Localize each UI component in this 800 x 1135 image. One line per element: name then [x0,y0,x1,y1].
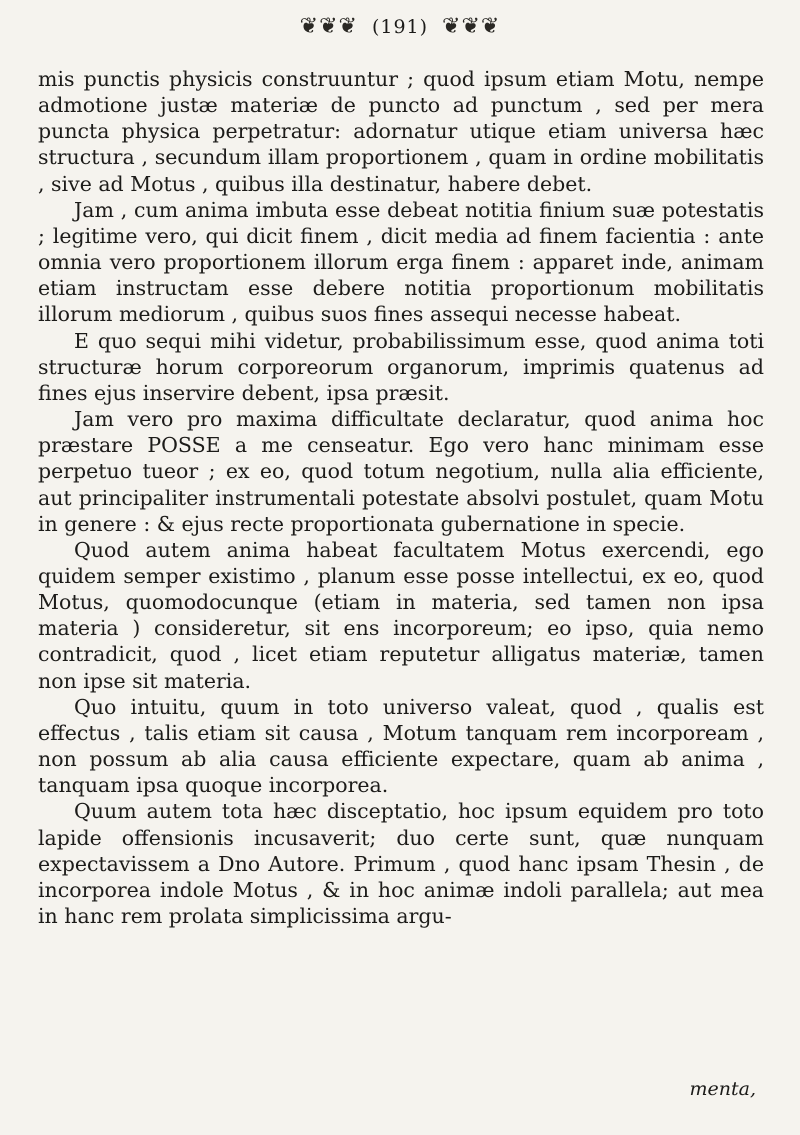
paragraph: Jam vero pro maxima difficultate declaratur, quod anima hoc præstare POSSE a me censeatur. Ego vero hanc minimam esse perpetuo tueor ; ex eo, quod totum negotium, nulla alia efficiente, aut principaliter instrumentali potestate absolvi postulet, quam Motu in genere : & ejus recte proportionata gubernatione in specie. [38,407,764,536]
page-header [0,10,800,44]
body-text [38,66,764,929]
paragraph: Quod autem anima habeat facultatem Motus exercendi, ego quidem semper existimo , planum esse posse intellectui, ex eo, quod Motus, quomodocunque (etiam in materia, sed tamen non ipsa materia ) consideretur, sit ens incorporeum; eo ipso, quia nemo contradicit, quod , licet etiam reputetur alligatus materiæ, tamen non ipse sit materia. [38,537,764,693]
paragraph: Quum autem tota hæc disceptatio, hoc ipsum equidem pro toto lapide offensionis incusaverit; duo certe sunt, quæ nunquam expectavissem a Dno Autore. Primum , quod hanc ipsam Thesin , de incorporea indole Motus , & in hoc animæ indoli parallela; aut mea in hanc rem prolata simplicissima argu- [38,799,764,928]
paragraph: Jam , cum anima imbuta esse debeat notitia finium suæ potestatis ; legitime vero, qui dicit finem , dicit media ad finem facientia : ante omnia vero proportionem illorum erga finem : apparet inde, animam etiam instructam esse debere notitia proportionum mobilitatis illorum mediorum , quibus suos fines assequi necesse habeat. [38,197,764,327]
ornament-right-icon: ❦❦❦ [442,14,501,39]
paragraph: Quo intuitu, quum in toto universo valeat, quod , qualis est effectus , talis etiam sit causa , Motum tanquam rem incorpoream , non possum ab alia causa efficiente expectare, quam ab anima , tanquam ipsa quoque incorporea. [38,694,764,798]
paragraph: mis punctis physicis construuntur ; quod ipsum etiam Motu, nempe admotione justæ materiæ de puncto ad punctum , sed per mera puncta physica perpetratur: adornatur utique etiam universa hæc structura , secundum illam proportionem , quam in ordine mobilitatis , sive ad Motus , quibus illa destinatur, habere debet. [38,67,764,196]
ornament-left-icon: ❦❦❦ [299,14,358,39]
page-number: (191) [371,16,429,38]
catchword: menta, [689,1078,756,1100]
paragraph: E quo sequi mihi videtur, probabilissimum esse, quod anima toti structuræ horum corporeorum organorum, imprimis quatenus ad fines ejus inservire debent, ipsa præsit. [38,328,764,405]
